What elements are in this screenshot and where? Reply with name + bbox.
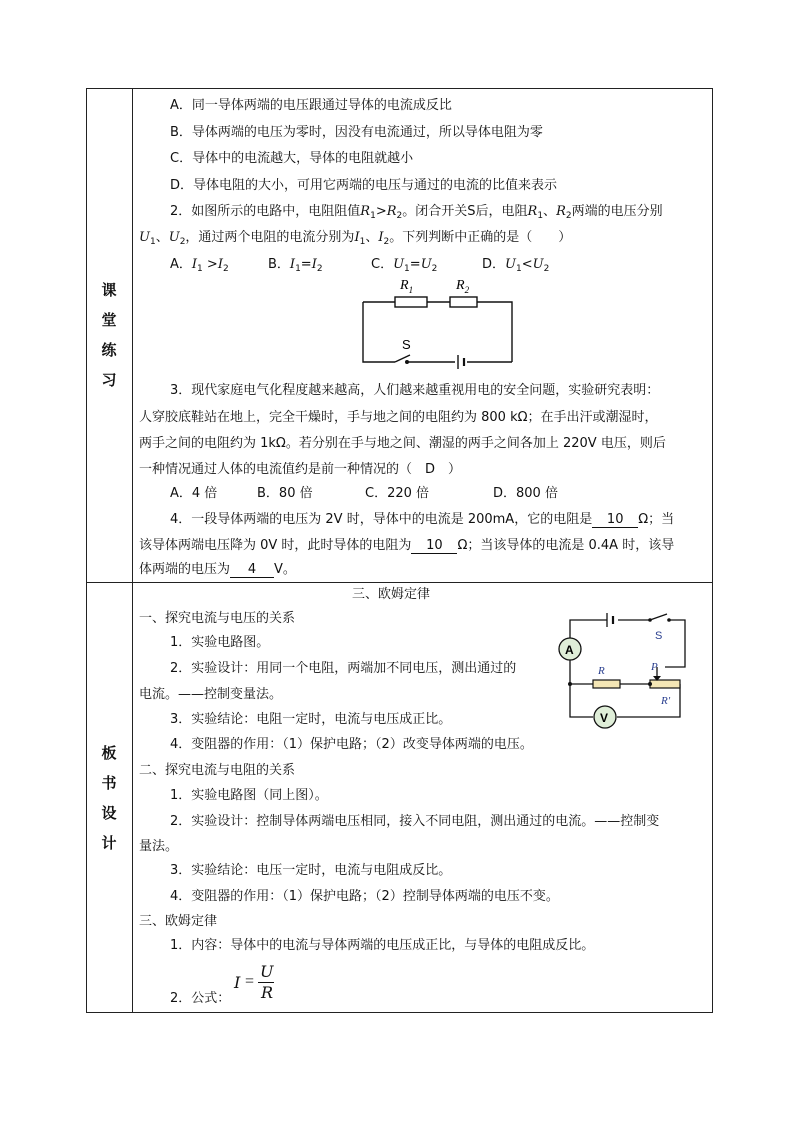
circuit-wire bbox=[477, 302, 512, 362]
formula-equals: = bbox=[245, 973, 255, 990]
circuit-wire bbox=[363, 302, 395, 362]
q3-option-c: C．220 倍 bbox=[365, 486, 430, 501]
board-1-1: 1．实验电路图。 bbox=[170, 635, 270, 650]
board-heading-2: 二、探究电流与电阻的关系 bbox=[139, 763, 296, 778]
board-3-1: 1．内容：导体中的电流与导体两端的电压成正比，与导体的电阻成反比。 bbox=[170, 938, 595, 953]
q3-line2: 人穿胶底鞋站在地上，完全干燥时，手与地之间的电阻约为 800 kΩ；在手出汗或潮湿时， bbox=[139, 410, 658, 425]
board-2-2b: 量法。 bbox=[139, 839, 179, 854]
q1-option-b: B．导体两端的电压为零时，因没有电流通过，所以导体电阻为零 bbox=[170, 125, 543, 140]
voltmeter-label: V bbox=[600, 711, 609, 725]
practice-section-label: 课 堂 练 习 bbox=[101, 281, 117, 389]
q3-option-b: B．80 倍 bbox=[257, 486, 313, 501]
q4-line1: 4．一段导体两端的电压为 2V 时，导体中的电流是 200mA，它的电阻是 10 Ω；当 bbox=[170, 512, 675, 527]
row-divider bbox=[86, 582, 713, 583]
q2-stem-line1: 2．如图所示的电路中，电阻阻值$R_1>R_2$。闭合开关S后，电阻$R_1$、$R_2$两端的电压分别 bbox=[170, 204, 663, 221]
q4-answer-blank: 10 bbox=[411, 538, 457, 554]
board-1-2b: 电流。——控制变量法。 bbox=[139, 687, 283, 702]
board-2-1: 1．实验电路图（同上图）。 bbox=[170, 788, 328, 803]
ohms-law-formula bbox=[234, 962, 278, 1002]
board-design-section-label: 板 书 设 计 bbox=[101, 743, 117, 852]
q2-option-a: A．$I_1 >I_2$ bbox=[170, 257, 229, 274]
board-heading-3: 三、欧姆定律 bbox=[139, 914, 218, 929]
q1-option-d: D．导体电阻的大小，可用它两端的电压与通过的电流的比值来表示 bbox=[170, 178, 558, 193]
q3-option-a: A．4 倍 bbox=[170, 486, 218, 501]
board-1-3: 3．实验结论：电阻一定时，电流与电压成正比。 bbox=[170, 712, 452, 727]
rheostat-r-prime bbox=[650, 680, 680, 688]
q4-answer-blank: 10 bbox=[592, 512, 638, 528]
resistor-r1 bbox=[395, 297, 427, 307]
resistor-r bbox=[593, 680, 620, 688]
switch-label: S bbox=[655, 630, 663, 642]
board-1-2a: 2．实验设计：用同一个电阻，两端加不同电压，测出通过的 bbox=[170, 661, 517, 676]
circuit-wire bbox=[665, 620, 685, 667]
resistor-r2 bbox=[450, 297, 477, 307]
formula-current: I bbox=[234, 973, 241, 992]
switch-contact bbox=[405, 360, 409, 364]
r2-label: $R_2$ bbox=[456, 278, 470, 295]
switch-contact bbox=[648, 618, 652, 622]
formula-numerator: U bbox=[260, 962, 274, 981]
board-2-4: 4．变阻器的作用：（1）保护电路；（2）控制导体两端的电压不变。 bbox=[170, 889, 559, 904]
column-divider bbox=[132, 88, 133, 1013]
slider-label: P bbox=[651, 661, 658, 673]
board-title: 三、欧姆定律 bbox=[352, 587, 431, 602]
q2-stem-line2: $U_1$、$U_2$，通过两个电阻的电流分别为$I_1$、$I_2$。下列判断中正确的是（ ） bbox=[139, 230, 572, 247]
voltmeter-ammeter-circuit-diagram bbox=[555, 610, 705, 735]
switch-contact bbox=[667, 618, 671, 622]
board-1-4: 4．变阻器的作用：（1）保护电路；（2）改变导体两端的电压。 bbox=[170, 737, 533, 752]
switch-blade bbox=[650, 614, 667, 620]
q4-line3: 体两端的电压为 4 V。 bbox=[139, 562, 296, 577]
q2-option-b: B．$I_1=I_2$ bbox=[268, 257, 323, 274]
board-3-2: 2．公式： bbox=[170, 991, 231, 1006]
circuit-wire bbox=[570, 620, 607, 638]
q1-option-c: C．导体中的电流越大，导体的电阻就越小 bbox=[170, 151, 414, 166]
ammeter-label: A bbox=[565, 643, 574, 657]
q4-answer-blank: 4 bbox=[230, 562, 274, 578]
formula-denominator: R bbox=[261, 983, 274, 1002]
circuit-wire bbox=[570, 684, 593, 717]
q3-line3: 两手之间的电阻约为 1kΩ。若分别在手与地之间、潮湿的两手之间各加上 220V 电压，则后 bbox=[139, 436, 666, 451]
junction-dot bbox=[568, 682, 572, 686]
q2-option-d: D．$U_1<U_2$ bbox=[482, 257, 550, 274]
junction-dot bbox=[648, 682, 652, 686]
r1-label: $R_1$ bbox=[400, 278, 414, 295]
q1-option-a: A．同一导体两端的电压跟通过导体的电流成反比 bbox=[170, 98, 452, 113]
circuit-wire bbox=[617, 684, 680, 717]
board-2-3: 3．实验结论：电压一定时，电流与电阻成反比。 bbox=[170, 863, 452, 878]
q2-option-c: C．$U_1=U_2$ bbox=[371, 257, 438, 274]
resistor-label: R bbox=[598, 665, 605, 677]
rheostat-label: R′ bbox=[661, 695, 671, 707]
board-heading-1: 一、探究电流与电压的关系 bbox=[139, 611, 296, 626]
switch-label: S bbox=[402, 337, 411, 352]
series-circuit-diagram bbox=[355, 275, 525, 375]
q3-line1: 3．现代家庭电气化程度越来越高，人们越来越重视用电的安全问题，实验研究表明： bbox=[170, 383, 660, 398]
q3-line4: 一种情况通过人体的电流值约是前一种情况的（ D ） bbox=[139, 462, 462, 477]
board-2-2a: 2．实验设计：控制导体两端电压相同，接入不同电阻，测出通过的电流。——控制变 bbox=[170, 814, 660, 829]
q4-line2: 该导体两端电压降为 0V 时，此时导体的电阻为 10 Ω；当该导体的电流是 0.4A 时，该导 bbox=[139, 538, 675, 553]
q3-option-d: D．800 倍 bbox=[493, 486, 558, 501]
